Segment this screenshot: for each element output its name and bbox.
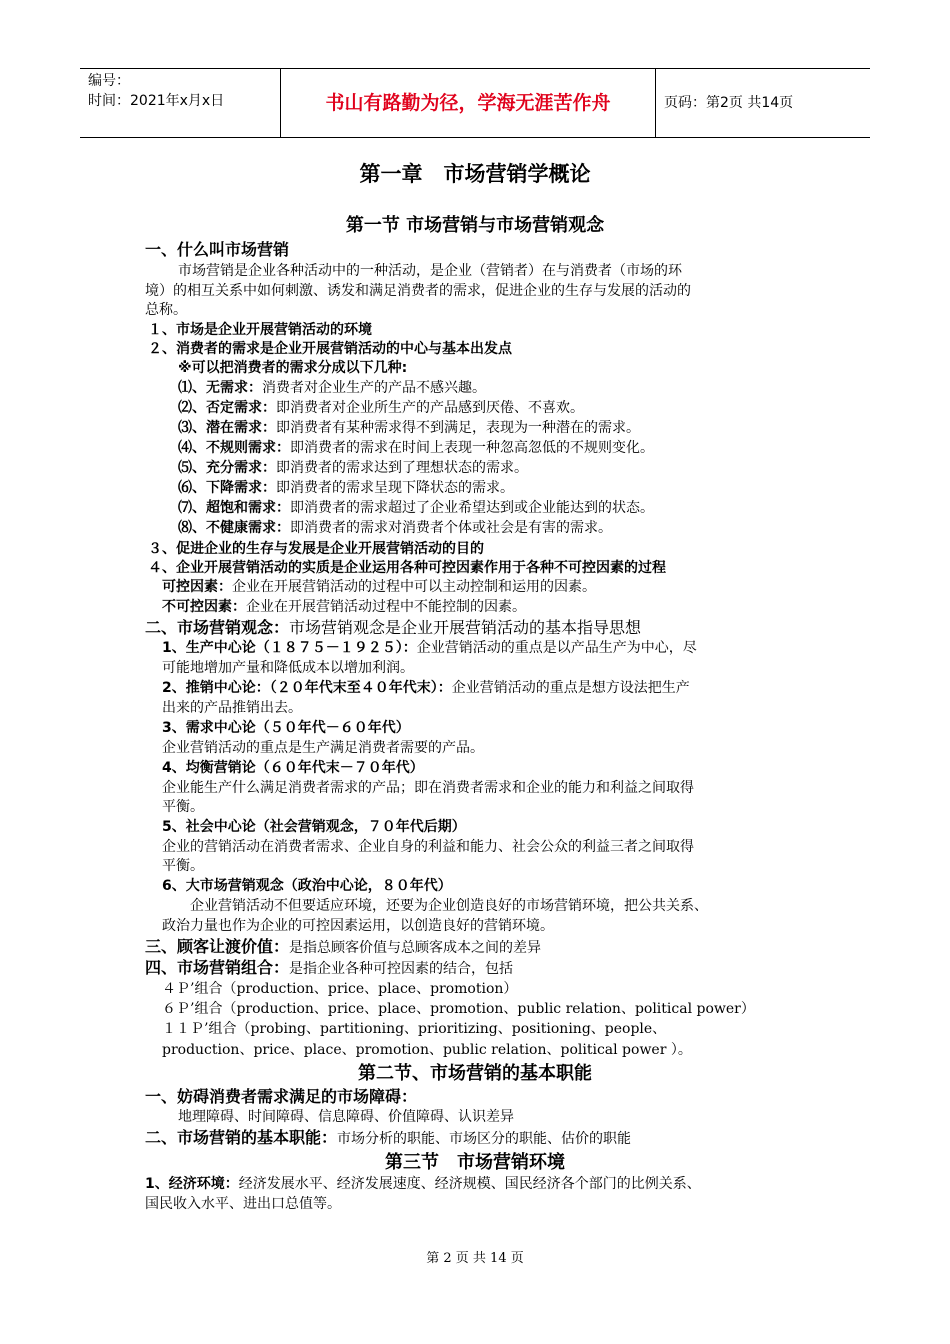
need-item: ⑷、不规则需求：即消费者的需求在时间上表现一种忽高忽低的不规则变化。 <box>178 440 654 456</box>
paragraph-line: 境）的相互关系中如何刺激、诱发和满足消费者的需求，促进企业的生存与发展的活动的 <box>145 283 691 299</box>
heading: 二、市场营销观念：市场营销观念是企业开展营销活动的基本指导思想 <box>145 618 642 637</box>
heading: 三、顾客让渡价值：是指总顾客价值与总顾客成本之间的差异 <box>145 937 542 956</box>
definition: 可控因素：企业在开展营销活动的过程中可以主动控制和运用的因素。 <box>162 579 596 595</box>
page-footer: 第 2 页 共 14 页 <box>426 1251 524 1266</box>
code-label: 编号： <box>88 73 130 89</box>
need-item: ⑶、潜在需求：即消费者有某种需求得不到满足，表现为一种潜在的需求。 <box>178 420 640 436</box>
paragraph-line: 市场营销是企业各种活动中的一种活动，是企业（营销者）在与消费者（市场的环 <box>178 263 682 279</box>
header-left <box>88 71 224 111</box>
page-header <box>80 68 870 138</box>
concept-item: 1、生产中心论（１８７５－１９２５）：企业营销活动的重点是以产品生产为中心，尽 <box>162 640 697 656</box>
need-item: ⑻、不健康需求：即消费者的需求对消费者个体或社会是有害的需求。 <box>178 520 612 536</box>
page-info: 页码：第2页 共14页 <box>664 95 794 111</box>
definition: 不可控因素：企业在开展营销活动过程中不能控制的因素。 <box>162 599 526 615</box>
need-item: ⑴、无需求：消费者对企业生产的产品不感兴趣。 <box>178 380 486 396</box>
paragraph-line: 企业营销活动不但要适应环境，还要为企业创造良好的市场营销环境，把公共关系、 <box>190 898 708 914</box>
paragraph-line: 1、经济环境：经济发展水平、经济发展速度、经济规模、国民经济各个部门的比例关系、 <box>145 1176 701 1192</box>
paragraph-line: １１Ｐ’组合（probing、partitioning、prioritizing、positioning、people、 <box>162 1021 667 1037</box>
section-title: 第二节、市场营销的基本职能 <box>358 1063 592 1084</box>
paragraph-line: 企业能生产什么满足消费者需求的产品；即在消费者需求和企业的能力和利益之间取得 <box>162 780 694 796</box>
concept-item: 2、推销中心论：（２０年代末至４０年代末）：企业营销活动的重点是想方设法把生产 <box>162 680 690 696</box>
concept-title: 6、大市场营销观念（政治中心论，８０年代） <box>162 878 452 894</box>
need-item: ⑹、下降需求：即消费者的需求呈现下降状态的需求。 <box>178 480 514 496</box>
paragraph-line: 政治力量也作为企业的可控因素运用，以创造良好的营销环境。 <box>162 918 554 934</box>
paragraph-line: ４Ｐ’组合（production、price、place、promotion） <box>162 981 518 997</box>
concept-title: 3、需求中心论（５０年代－６０年代） <box>162 720 410 736</box>
heading: 一、妨碍消费者需求满足的市场障碍： <box>145 1087 418 1106</box>
need-item: ⑵、否定需求：即消费者对企业所生产的产品感到厌倦、不喜欢。 <box>178 400 584 416</box>
chapter-title: 第一章 市场营销学概论 <box>359 162 591 186</box>
paragraph-line: 地理障碍、时间障碍、信息障碍、价值障碍、认识差异 <box>178 1109 514 1125</box>
heading: 二、市场营销的基本职能：市场分析的职能、市场区分的职能、估价的职能 <box>145 1128 632 1147</box>
paragraph-line: 平衡。 <box>162 799 204 815</box>
list-item: ３、促进企业的生存与发展是企业开展营销活动的目的 <box>148 541 484 557</box>
paragraph-line: 出来的产品推销出去。 <box>162 700 302 716</box>
list-item: ※可以把消费者的需求分成以下几种: <box>178 360 408 376</box>
concept-title: 5、社会中心论（社会营销观念，７０年代后期） <box>162 819 466 835</box>
paragraph-line: 可能地增加产量和降低成本以增加利润。 <box>162 660 414 676</box>
section-title: 第一节 市场营销与市场营销观念 <box>345 215 605 236</box>
paragraph-line: 企业的营销活动在消费者需求、企业自身的利益和能力、社会公众的利益三者之间取得 <box>162 839 694 855</box>
paragraph-line: ６Ｐ’组合（production、price、place、promotion、public relation、political power） <box>162 1001 755 1017</box>
motto: 书山有路勤为径，学海无涯苦作舟 <box>280 69 656 137</box>
paragraph-line: 国民收入水平、进出口总值等。 <box>145 1196 341 1212</box>
paragraph-line: production、price、place、promotion、public relation、political power ）。 <box>162 1042 692 1058</box>
heading: 四、市场营销组合：是指企业各种可控因素的结合，包括 <box>145 958 514 977</box>
need-item: ⑺、超饱和需求：即消费者的需求超过了企业希望达到或企业能达到的状态。 <box>178 500 654 516</box>
section-title: 第三节 市场营销环境 <box>385 1152 565 1173</box>
paragraph-line: 企业营销活动的重点是生产满足消费者需要的产品。 <box>162 740 484 756</box>
paragraph-line: 平衡。 <box>162 858 204 874</box>
paragraph-line: 总称。 <box>145 302 187 318</box>
need-item: ⑸、充分需求：即消费者的需求达到了理想状态的需求。 <box>178 460 528 476</box>
list-item: １、市场是企业开展营销活动的环境 <box>148 322 372 338</box>
time-label: 时间：2021年x月x日 <box>88 93 225 109</box>
concept-title: 4、均衡营销论（６０年代末－７０年代） <box>162 760 424 776</box>
heading: 一、什么叫市场营销 <box>145 240 290 259</box>
list-item: ４、企业开展营销活动的实质是企业运用各种可控因素作用于各种不可控因素的过程 <box>148 560 666 576</box>
list-item: ２、消费者的需求是企业开展营销活动的中心与基本出发点 <box>148 341 512 357</box>
